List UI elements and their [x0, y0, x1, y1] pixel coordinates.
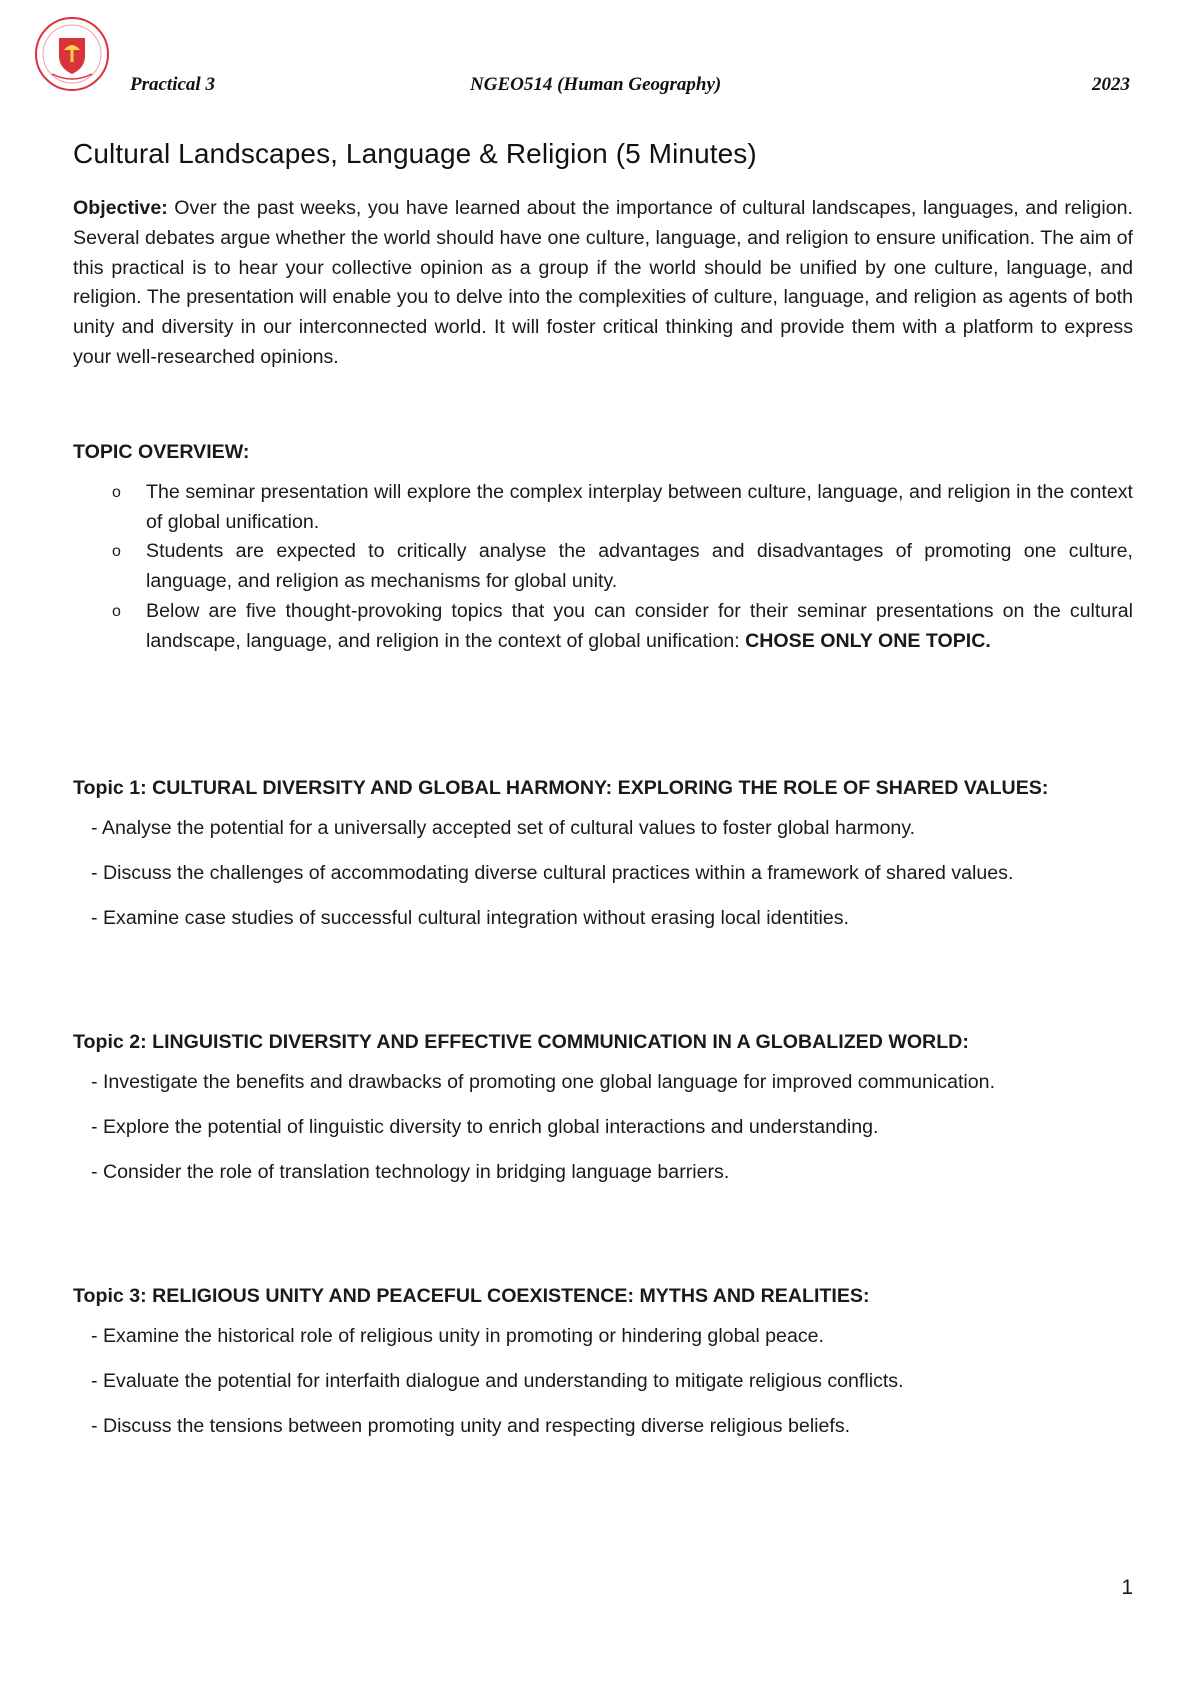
header-practical-label: Practical 3: [130, 74, 215, 95]
list-item: [73, 478, 1133, 538]
topic-3-title: Topic 3: RELIGIOUS UNITY AND PEACEFUL COEXISTENCE: MYTHS AND REALITIES:: [73, 1284, 870, 1307]
list-item: [73, 537, 1133, 597]
page-number: 1: [1121, 1576, 1133, 1599]
university-seal-icon: [34, 16, 110, 92]
topic-2-point: - Consider the role of translation technology in bridging language barriers.: [91, 1160, 730, 1183]
overview-item-text: Students are expected to critically analyse the advantages and disadvantages of promoting one culture, language, and religion as mechanisms for global unity.: [146, 540, 1133, 593]
topic-overview-heading: TOPIC OVERVIEW:: [73, 440, 250, 463]
objective-label: Objective:: [73, 197, 168, 219]
overview-item-text: The seminar presentation will explore the complex interplay between culture, language, and religion in the context of global unification.: [146, 480, 1133, 533]
header-year: 2023: [1092, 74, 1130, 95]
topic-3-point: - Discuss the tensions between promoting unity and respecting diverse religious beliefs.: [91, 1414, 851, 1437]
page-title: Cultural Landscapes, Language & Religion (5 Minutes): [73, 138, 757, 169]
topic-2-title: Topic 2: LINGUISTIC DIVERSITY AND EFFECTIVE COMMUNICATION IN A GLOBALIZED WORLD:: [73, 1030, 969, 1053]
bullet-icon: o: [112, 483, 121, 501]
topic-3-point: - Evaluate the potential for interfaith dialogue and understanding to mitigate religious conflicts.: [91, 1369, 904, 1392]
topic-1-title: Topic 1: CULTURAL DIVERSITY AND GLOBAL HARMONY: EXPLORING THE ROLE OF SHARED VALUES:: [73, 776, 1049, 799]
objective-text: Over the past weeks, you have learned about the importance of cultural landscapes, languages, and religion. Several debates argue whether the world should have one culture, language, and religion to ensure unification. The aim of this practical is to hear your collective opinion as a group if the world should be unified by one culture, language, and religion. The presentation will enable you to delve into the complexities of culture, language, and religion as agents of both unity and diversity in our interconnected world. It will foster critical thinking and provide them with a platform to express your well-researched opinions.: [73, 197, 1133, 368]
topic-3-point: - Examine the historical role of religious unity in promoting or hindering global peace.: [91, 1324, 824, 1347]
overview-item-text: Below are five thought-provoking topics that you can consider for their seminar presentations on the cultural landscape, language, and religion in the context of global unification:: [146, 599, 1133, 652]
topic-overview-list: [73, 478, 1133, 657]
topic-1-point: - Analyse the potential for a universally accepted set of cultural values to foster global harmony.: [91, 816, 916, 839]
header-course-code: NGEO514 (Human Geography): [470, 74, 722, 95]
bullet-icon: o: [112, 602, 121, 620]
topic-2-point: - Investigate the benefits and drawbacks of promoting one global language for improved communication.: [91, 1070, 996, 1093]
document-body: [73, 138, 1133, 1458]
bullet-icon: o: [112, 543, 121, 561]
topic-1-point: - Discuss the challenges of accommodating diverse cultural practices within a framework of shared values.: [91, 861, 1014, 884]
overview-emphasis: CHOSE ONLY ONE TOPIC.: [745, 629, 991, 652]
topic-2-point: - Explore the potential of linguistic diversity to enrich global interactions and understanding.: [91, 1115, 879, 1138]
topic-1-point: - Examine case studies of successful cultural integration without erasing local identities.: [91, 906, 850, 929]
list-item: [73, 597, 1133, 657]
objective-paragraph: [73, 194, 1133, 373]
